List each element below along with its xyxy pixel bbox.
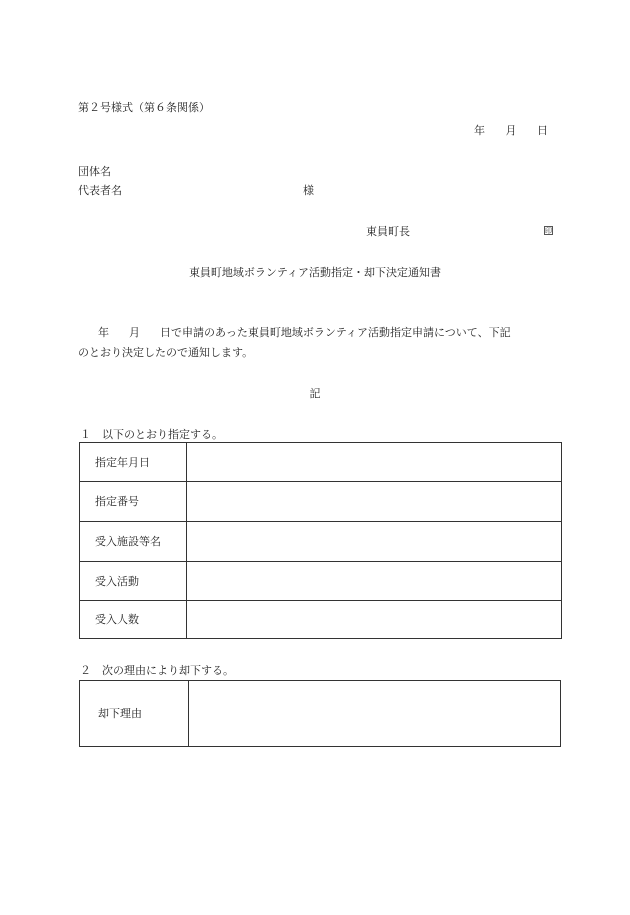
month-label: 月	[505, 124, 517, 137]
seal-mark: 印	[545, 227, 552, 235]
rejection-reason-field[interactable]	[189, 681, 561, 747]
document-title: 東員町地域ボランティア活動指定・却下決定通知書	[188, 266, 442, 279]
body-rest: 日で申請のあった東員町地域ボランティア活動指定申請について、下記	[160, 326, 511, 339]
table-row	[80, 443, 562, 482]
table-row	[80, 681, 561, 747]
row-label-headcount: 受入人数	[80, 601, 187, 639]
group-name-label: 団体名	[78, 165, 111, 178]
table-row	[80, 562, 562, 601]
day-label: 日	[537, 124, 548, 137]
facility-name-field[interactable]	[187, 522, 562, 562]
section-2-heading: ２ 次の理由により却下する。	[80, 664, 234, 677]
row-label-activity: 受入活動	[80, 562, 187, 601]
row-label-designation-date: 指定年月日	[80, 443, 187, 482]
representative-name-label: 代表者名	[78, 184, 122, 197]
body-year: 年	[98, 326, 109, 339]
section-1-heading: １ 以下のとおり指定する。	[80, 428, 223, 441]
table-row	[80, 522, 562, 562]
honorific: 様	[303, 184, 314, 197]
row-label-rejection-reason: 却下理由	[80, 681, 189, 747]
designation-date-field[interactable]	[187, 443, 562, 482]
body-month: 月	[129, 326, 140, 339]
year-label: 年	[474, 124, 485, 137]
table-row	[80, 601, 562, 639]
form-number: 第２号様式（第６条関係）	[78, 101, 210, 114]
body-text-line-2: のとおり決定したので通知します。	[78, 346, 254, 359]
headcount-field[interactable]	[187, 601, 562, 639]
body-text-line-1	[98, 327, 511, 338]
activity-field[interactable]	[187, 562, 562, 601]
designation-number-field[interactable]	[187, 482, 562, 522]
rejection-table	[79, 680, 561, 747]
issuer-name: 東員町長	[366, 225, 410, 238]
designation-table	[79, 442, 562, 639]
table-row	[80, 482, 562, 522]
row-label-designation-number: 指定番号	[80, 482, 187, 522]
date-line	[474, 125, 548, 136]
ki-heading: 記	[309, 387, 321, 400]
row-label-facility-name: 受入施設等名	[80, 522, 187, 562]
